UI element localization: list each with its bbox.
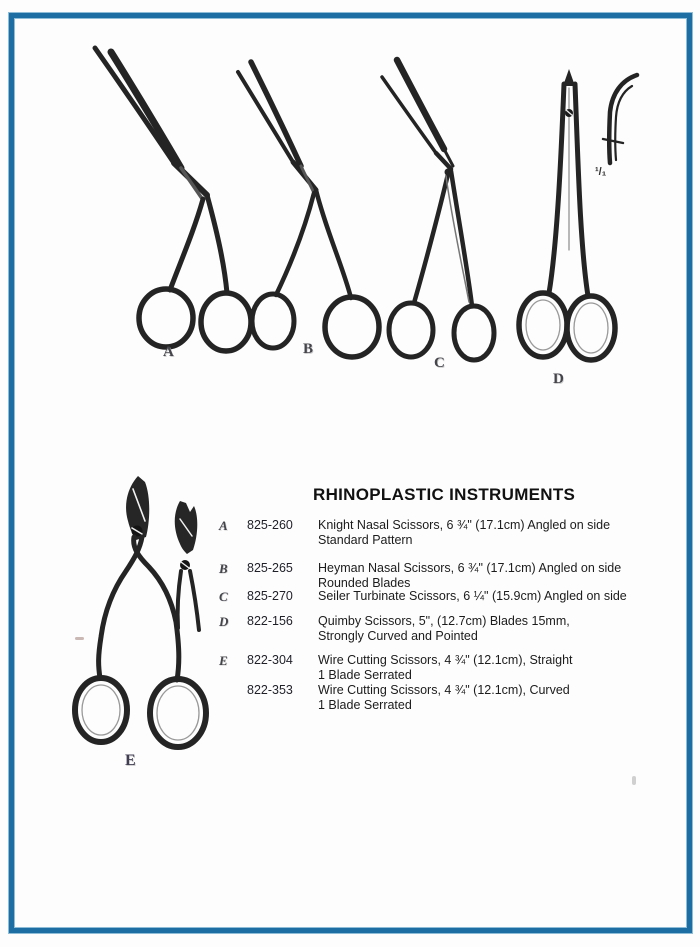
item-code: 822-353: [247, 683, 293, 697]
item-description-line2: 1 Blade Serrated: [318, 698, 412, 712]
item-description-line1: Knight Nasal Scissors, 6 ¾" (17.1cm) Angled on side: [318, 518, 611, 532]
item-letter: E: [219, 653, 228, 668]
item-description-line1: Seiler Turbinate Scissors, 6 ¼" (15.9cm) Angled on side: [318, 589, 627, 603]
catalog-item-row: [219, 683, 685, 713]
item-description: [318, 683, 685, 713]
item-description-line2: Rounded Blades: [318, 576, 411, 590]
item-code: 825-265: [247, 561, 293, 575]
figure-label-e: E: [125, 752, 136, 769]
scale-note: ¹/₁: [595, 166, 607, 178]
item-letter: [219, 683, 247, 713]
item-letter: D: [219, 614, 229, 629]
item-description-line2: 1 Blade Serrated: [318, 668, 412, 682]
item-description: [318, 561, 685, 591]
catalog-item-row: [219, 518, 685, 548]
scan-artifact: [75, 637, 84, 640]
item-description-line1: Wire Cutting Scissors, 4 ¾" (12.1cm), Straight: [318, 653, 573, 667]
item-code: 822-156: [247, 614, 293, 628]
catalog-item-row: [219, 614, 685, 644]
item-code: 822-304: [247, 653, 293, 667]
item-letter: A: [219, 518, 228, 533]
figure-label-c: C: [434, 355, 445, 371]
item-letter: B: [219, 561, 228, 576]
catalog-item-row: [219, 653, 685, 683]
item-description-line2: Strongly Curved and Pointed: [318, 629, 478, 643]
item-description: [318, 653, 685, 683]
item-description: [318, 614, 685, 644]
figure-label-d: D: [553, 371, 564, 387]
item-description-line1: Heyman Nasal Scissors, 6 ¾" (17.1cm) Angled on side: [318, 561, 622, 575]
item-description-line1: Quimby Scissors, 5", (12.7cm) Blades 15mm,: [318, 614, 570, 628]
item-letter: C: [219, 589, 228, 604]
page-title: RHINOPLASTIC INSTRUMENTS: [313, 485, 576, 504]
figure-label-a: A: [163, 344, 174, 360]
item-code: 825-260: [247, 518, 293, 532]
item-description-line2: Standard Pattern: [318, 533, 413, 547]
item-description: [318, 589, 685, 604]
item-description-line1: Wire Cutting Scissors, 4 ¾" (12.1cm), Curved: [318, 683, 570, 697]
catalog-item-row: [219, 589, 685, 604]
item-code: 825-270: [247, 589, 293, 603]
scan-artifact: [632, 776, 636, 785]
figure-label-b: B: [303, 341, 314, 357]
catalog-item-row: [219, 561, 685, 591]
page-border-frame: [9, 13, 692, 933]
item-description: [318, 518, 685, 548]
